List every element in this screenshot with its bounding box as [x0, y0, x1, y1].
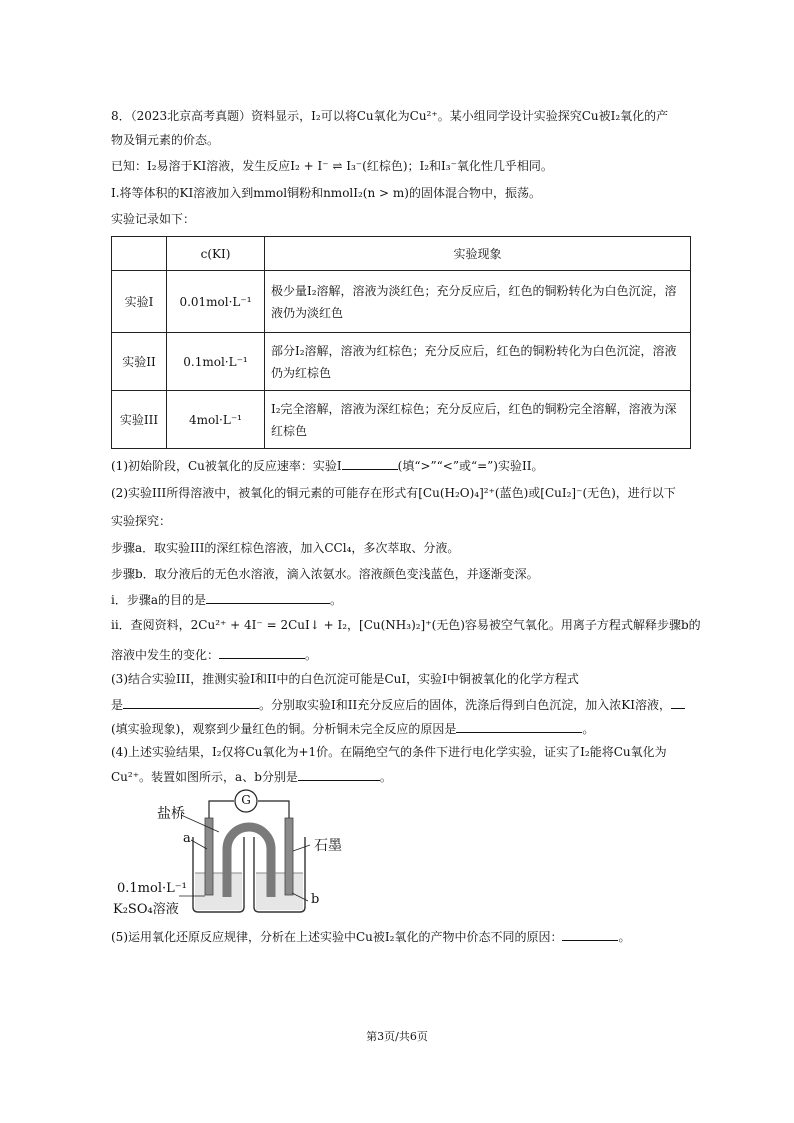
page-number: 第3页/共6页 [366, 1030, 428, 1043]
part-1 [111, 457, 543, 474]
part-4-text-b: Cu²⁺。装置如图所示，a、b分别是 [111, 770, 298, 784]
part-3-text-c: 。分别取实验I和II充分反应后的固体，洗涤后得到白色沉淀，加入浓KI溶液， [259, 698, 671, 712]
subquestion-ii-line2 [111, 646, 317, 663]
part-3-text-d: (填实验现象)，观察到少量红色的铜。分析铜未完全反应的原因是 [111, 722, 457, 736]
experiment-phenomenon: 极少量I₂溶解，溶液为淡红色；充分反应后，红色的铜粉转化为白色沉淀，溶液仍为淡红色 [265, 271, 691, 333]
experiment-table [111, 236, 691, 449]
part-1-text-a: (1)初始阶段，Cu被氧化的反应速率：实验I [111, 459, 342, 473]
question-intro-line2: 物及铜元素的价态。 [111, 133, 220, 147]
experiment-phenomenon: I₂完全溶解，溶液为深红棕色；充分反应后，红色的铜粉完全溶解，溶液为深红棕色 [265, 391, 691, 449]
answer-blank[interactable] [562, 928, 618, 941]
table-row [112, 333, 691, 391]
experiment-conc: 4mol·L⁻¹ [167, 391, 265, 449]
electrode-a [205, 818, 213, 895]
solution-label-line1: 0.1mol·L⁻¹ [117, 881, 187, 896]
period: 。 [379, 770, 392, 784]
step-b: 步骤b．取分液后的无色水溶液，滴入浓氨水。溶液颜色变浅蓝色，并逐渐变深。 [111, 567, 539, 581]
part-2-line2: 实验探究： [111, 514, 172, 528]
answer-blank[interactable] [342, 457, 398, 470]
experiment-name: 实验III [112, 391, 167, 449]
answer-blank[interactable] [219, 646, 305, 659]
period: 。 [618, 930, 631, 944]
part-3-line2 [111, 696, 685, 713]
part-5-text: (5)运用氧化还原反应规律，分析在上述实验中Cu被I₂氧化的产物中价态不同的原因： [111, 930, 563, 944]
answer-blank[interactable] [206, 591, 330, 604]
answer-blank[interactable] [456, 720, 582, 733]
experiment-phenomenon: 部分I₂溶解，溶液为红棕色；充分反应后，红色的铜粉转化为白色沉淀，溶液仍为红棕色 [265, 333, 691, 391]
known-info: 已知：I₂易溶于KI溶液，发生反应I₂ + I⁻ ⇌ I₃⁻(红棕色)；I₂和I₃⁻氧化性几乎相同。 [111, 159, 553, 173]
subquestion-i [111, 591, 342, 608]
electrode-b-label: b [311, 892, 320, 907]
header-conc: c(KI) [167, 237, 265, 271]
part-3-line3 [111, 720, 594, 737]
subquestion-ii-line1: ii．查阅资料，2Cu²⁺ + 4I⁻ = 2CuI↓ + I₂，[Cu(NH₃)₂]⁺(无色)容易被空气氧化。用离子方程式解释步骤b的 [111, 618, 701, 632]
salt-bridge-label: 盐桥 [157, 806, 185, 822]
part-4-line2 [111, 768, 392, 785]
step-a: 步骤a．取实验III的深红棕色溶液，加入CCl₄，多次萃取、分液。 [111, 541, 460, 555]
part-2-line1: (2)实验III所得溶液中，被氧化的铜元素的可能存在形式有[Cu(H₂O)₄]²⁺(蓝色)或[CuI₂]⁻(无色)，进行以下 [111, 486, 676, 500]
galvanometer-label: G [241, 793, 251, 807]
subquestion-i-text: i．步骤a的目的是 [111, 593, 206, 607]
part-3-text-b: 是 [111, 698, 124, 712]
table-row [112, 391, 691, 449]
table-row [112, 271, 691, 333]
part-3-line1: (3)结合实验III，推测实验I和II中的白色沉淀可能是CuI，实验I中铜被氧化的化学方程式 [111, 672, 579, 686]
procedure-step-1: I.将等体积的KI溶液加入到mmol铜粉和nmolI₂(n > m)的固体混合物中，振荡。 [111, 186, 541, 200]
period: 。 [305, 648, 318, 662]
part-5 [111, 928, 630, 945]
part-1-text-b: (填“>”“<”或“=”)实验II。 [397, 459, 544, 473]
solution-label-line2: K₂SO₄溶液 [113, 902, 179, 917]
header-phenomenon: 实验现象 [265, 237, 691, 271]
answer-blank[interactable] [123, 696, 259, 709]
answer-blank[interactable] [671, 696, 685, 709]
record-intro: 实验记录如下： [111, 212, 196, 226]
electrode-a-label: a [183, 831, 191, 846]
experiment-name: 实验I [112, 271, 167, 333]
experiment-conc: 0.1mol·L⁻¹ [167, 333, 265, 391]
electrochemical-cell-figure [111, 787, 371, 917]
header-empty-cell [112, 237, 167, 271]
graphite-label: 石墨 [314, 838, 342, 854]
experiment-conc: 0.01mol·L⁻¹ [167, 271, 265, 333]
part-4-line1: (4)上述实验结果，I₂仅将Cu氧化为+1价。在隔绝空气的条件下进行电化学实验，证实了I₂能将Cu氧化为 [111, 745, 667, 759]
question-intro-line1: 8．（2023北京高考真题）资料显示，I₂可以将Cu氧化为Cu²⁺。某小组同学设计实验探究Cu被I₂氧化的产 [111, 109, 669, 123]
experiment-name: 实验II [112, 333, 167, 391]
subquestion-ii-text: 溶液中发生的变化： [111, 648, 220, 662]
answer-blank[interactable] [298, 768, 380, 781]
table-header-row [112, 237, 691, 271]
electrode-graphite [285, 818, 293, 895]
period: 。 [582, 722, 595, 736]
period: 。 [330, 593, 343, 607]
